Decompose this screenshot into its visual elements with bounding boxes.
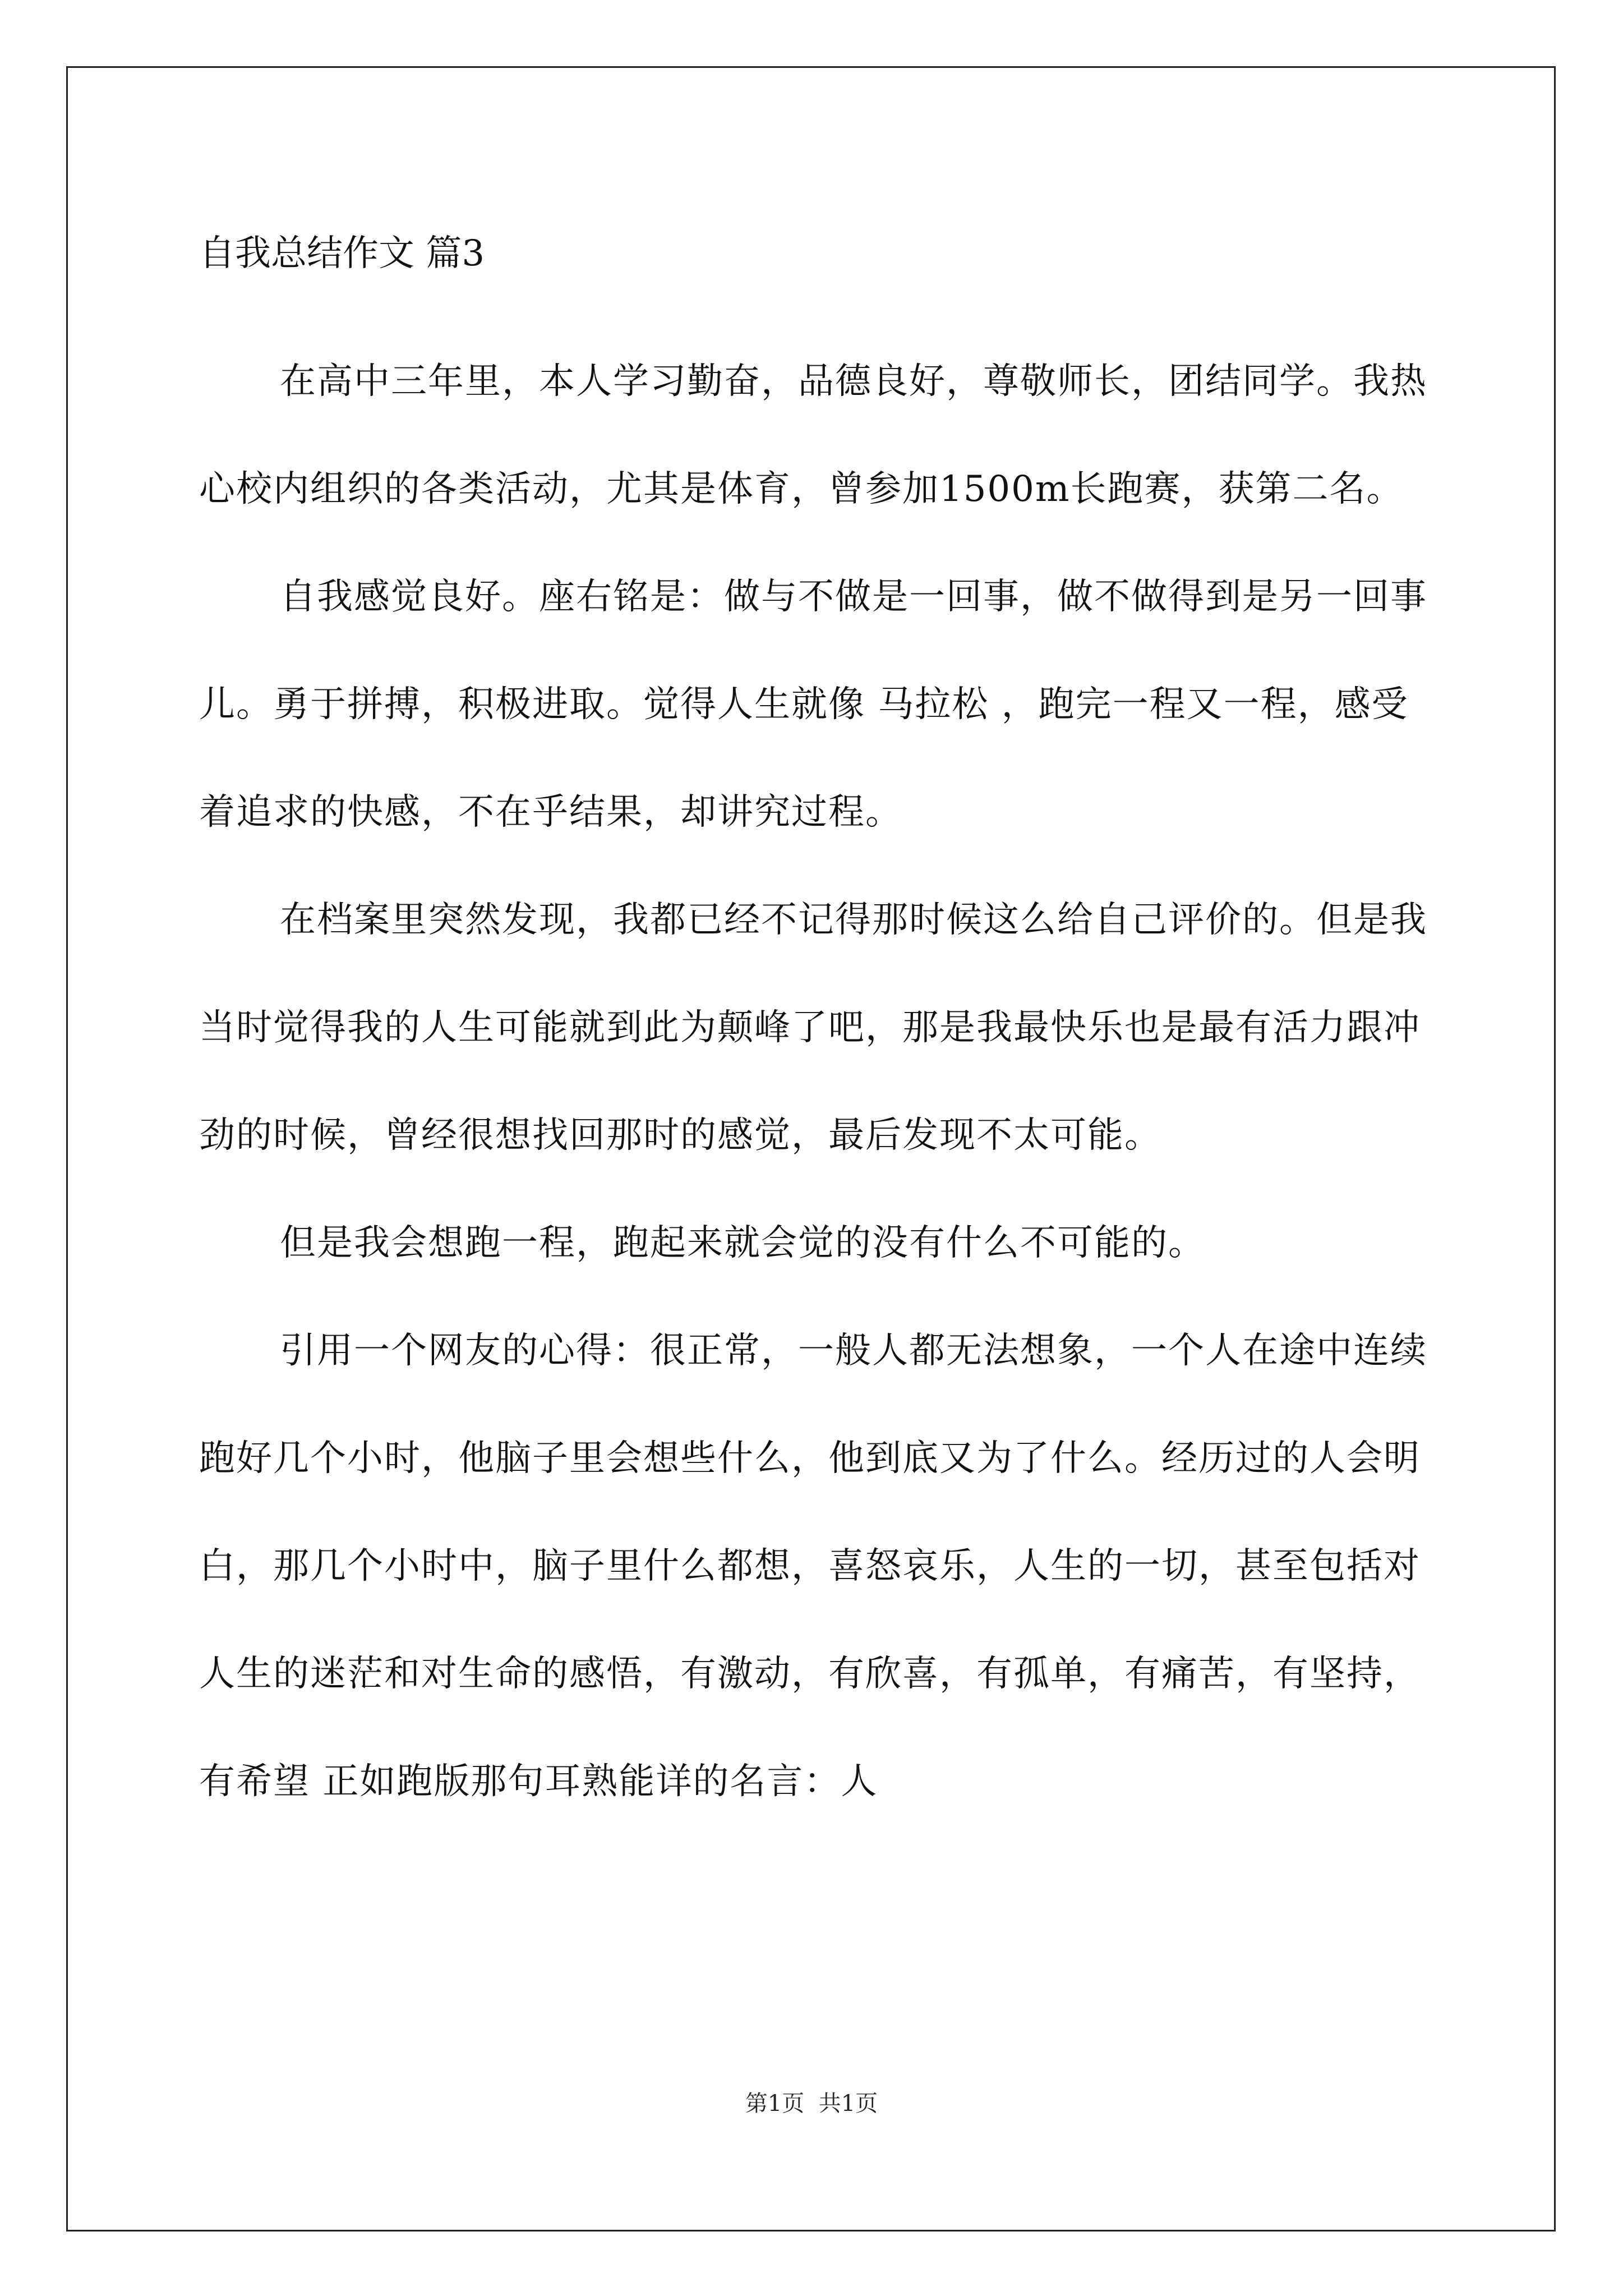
paragraph-2: 自我感觉良好。座右铭是：做与不做是一回事，做不做得到是另一回事儿。勇于拼搏，积极进取。觉得人生就像 马拉松 ，跑完一程又一程，感受着追求的快感，不在乎结果，却讲究过程。 <box>199 576 1427 833</box>
paragraph-1: 在高中三年里，本人学习勤奋，品德良好，尊敬师长，团结同学。我热心校内组织的各类活动，尤其是体育，曾参加1500m长跑赛，获第二名。 <box>199 361 1427 510</box>
paragraph-4: 但是我会想跑一程，跑起来就会觉的没有什么不可能的。 <box>280 1222 1205 1264</box>
paragraph-3: 在档案里突然发现，我都已经不记得那时候这么给自己评价的。但是我当时觉得我的人生可能就到此为颠峰了吧，那是我最快乐也是最有活力跟冲劲的时候，曾经很想找回那时的感觉，最后发现不太可能。 <box>199 899 1427 1156</box>
document-title: 自我总结作文 篇3 <box>199 233 485 274</box>
paragraph-5: 引用一个网友的心得：很正常，一般人都无法想象，一个人在途中连续跑好几个小时，他脑子里会想些什么，他到底又为了什么。经历过的人会明白，那几个小时中，脑子里什么都想，喜怒哀乐，人生的一切，甚至包括对人生的迷茫和对生命的感悟，有激动，有欣喜，有孤单，有痛苦，有坚持，有希望 正如跑版那句耳熟能详的名言：人 <box>199 1330 1427 1802</box>
document-body <box>199 220 1433 1835</box>
page-footer: 第1页 共1页 <box>745 2091 878 2116</box>
